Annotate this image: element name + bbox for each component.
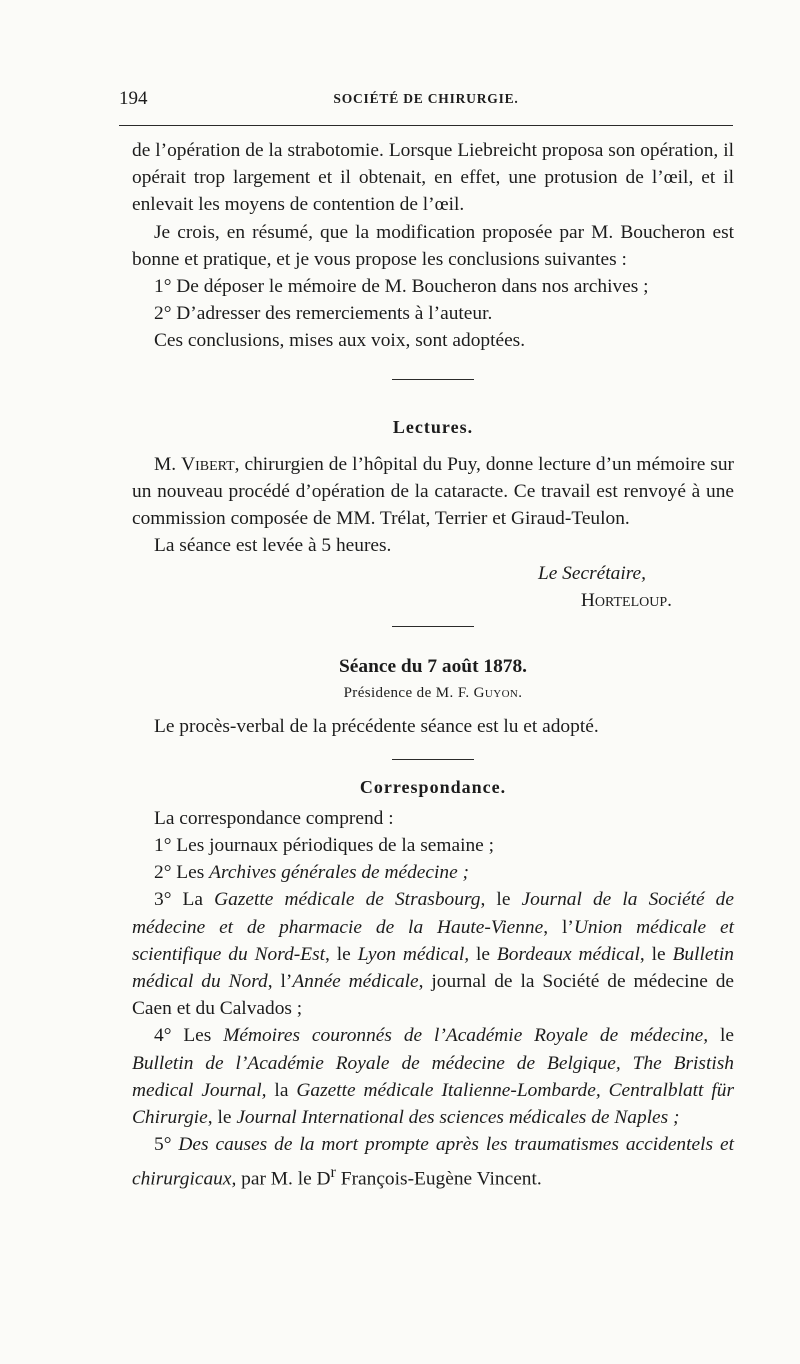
paragraph: Ces conclusions, mises aux voix, sont adoptées. xyxy=(154,330,526,352)
presidence-line: Présidence de M. F. Guyon. xyxy=(343,685,523,702)
paragraph: Le procès-verbal de la précédente séance est lu et adopté. xyxy=(154,716,599,738)
paragraph: M. Vibert, chirurgien de l’hôpital du Puy, donne lecture d’un mémoire sur un nouveau procédé d’opération de la cataracte. Ce travail est renvoyé à une commission composée de MM. Trélat, Terrier et Giraud-Teulon. xyxy=(132,453,734,530)
paragraph: de l’opération de la strabotomie. Lorsque Liebreicht proposa son opération, il opérait trop largement et il obtenait, en effet, une protusion de l’œil, et il enlevait les moyens de contention de l’œil. xyxy=(132,140,734,216)
correspondence-item: 5° Des causes de la mort prompte après les traumatismes accidentels et chirurgicaux, par M. le $D^r$ François-Eugène Vincent. xyxy=(132,1134,734,1189)
session-heading: Séance du 7 août 1878. xyxy=(339,656,527,678)
section-heading-correspondance: Correspondance. xyxy=(359,776,507,797)
president-name: Guyon xyxy=(473,685,519,702)
author-name: Vibert xyxy=(181,453,235,475)
paragraph: La séance est levée à 5 heures. xyxy=(154,535,392,557)
paragraph: Je crois, en résumé, que la modification proposée par M. Boucheron est bonne et pratique, et je vous propose les conclusions suivantes : xyxy=(132,221,734,270)
paragraph: La correspondance comprend : xyxy=(154,807,394,829)
correspondence-item: 2° Les Archives générales de médecine ; xyxy=(154,862,470,884)
header-rule xyxy=(119,125,733,126)
correspondence-item: 3° La Gazette médicale de Strasbourg, le Journal de la Société de médecine et de pharmacie de la Haute-Vienne, l’Union médicale et scientifique du Nord-Est, le Lyon médical, le Bordeaux médical, le Bulletin médical du Nord, l’Année médicale, journal de la Société de médecine de Caen et du Calvados ; xyxy=(132,889,734,1020)
section-heading-lectures: Lectures. xyxy=(392,416,474,437)
running-head xyxy=(119,88,733,112)
conclusion-item: 2° D’adresser des remerciements à l’auteur. xyxy=(154,303,493,325)
correspondence-item: 1° Les journaux périodiques de la semaine ; xyxy=(154,835,494,857)
conclusion-item: 1° De déposer le mémoire de M. Boucheron dans nos archives ; xyxy=(154,276,649,298)
correspondence-item: 4° Les Mémoires couronnés de l’Académie Royale de médecine, le Bulletin de l’Académie Royale de médecine de Belgique, The Bristish medical Journal, la Gazette médicale Italienne-Lombarde, Centralblatt für Chirurgie, le Journal International des sciences médicales de Naples ; xyxy=(132,1025,734,1129)
page-number: 194 xyxy=(119,88,148,109)
signature-role: Le Secrétaire, xyxy=(537,562,646,584)
signature-name: Horteloup. xyxy=(580,589,672,611)
running-title: SOCIÉTÉ DE CHIRURGIE. xyxy=(333,91,519,106)
text-column xyxy=(132,137,734,1192)
